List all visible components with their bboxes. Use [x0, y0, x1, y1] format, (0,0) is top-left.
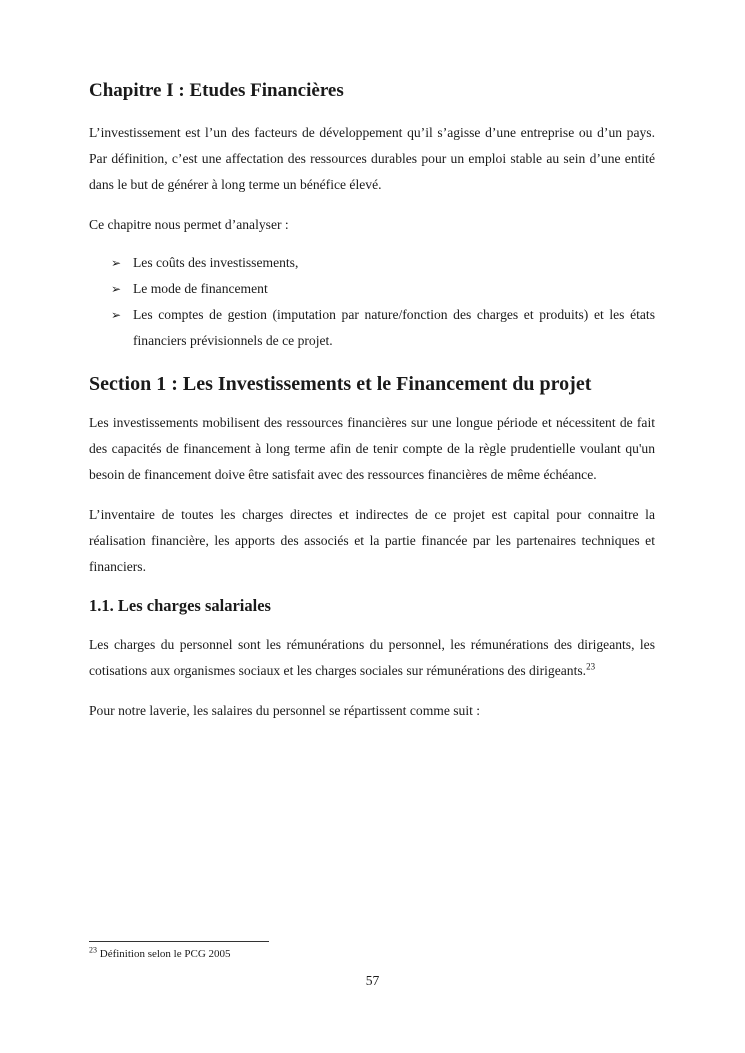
intro-lead: Ce chapitre nous permet d’analyser : — [89, 217, 289, 232]
footnote-number: 23 — [89, 945, 97, 955]
footnote-divider — [89, 941, 269, 942]
arrow-bullet-icon: ➢ — [111, 282, 122, 296]
list-item-text: Les coûts des investissements, — [133, 255, 299, 270]
footnote — [89, 946, 231, 962]
subsection-paragraph: Pour notre laverie, les salaires du personnel se répartissent comme suit : — [89, 703, 481, 718]
page-body — [89, 78, 655, 738]
list-item — [111, 250, 655, 276]
list-item-text: Le mode de financement — [133, 281, 268, 296]
section-paragraph: Les investissements mobilisent des ressources financières sur une longue période et nécessitent de fait des capacités de financement à long terme afin de tenir compte de la règle prudentielle voulant qu'un besoin de financement doive être satisfait avec des ressources financières de même échéance. — [89, 415, 655, 482]
list-item — [111, 276, 655, 302]
footnote-reference: 23 — [586, 661, 596, 672]
arrow-bullet-icon: ➢ — [111, 256, 122, 270]
subsection-title: 1.1. Les charges salariales — [89, 596, 271, 615]
intro-paragraph: L’investissement est l’un des facteurs de développement qu’il s’agisse d’une entreprise ou d’un pays. Par définition, c’est une affectation des ressources durables pour un emploi stable au sein d’une entité dans le but de générer à long terme un bénéfice élevé. — [89, 125, 655, 192]
list-item-text: Les comptes de gestion (imputation par nature/fonction des charges et produits) et les états financiers prévisionnels de ce projet. — [133, 307, 655, 348]
bullet-list — [89, 250, 655, 354]
page-number: 57 — [365, 973, 380, 988]
section-title: Section 1 : Les Investissements et le Financement du projet — [89, 373, 592, 395]
arrow-bullet-icon: ➢ — [111, 308, 122, 322]
section-paragraph: L’inventaire de toutes les charges directes et indirectes de ce projet est capital pour connaitre la réalisation financière, les apports des associés et la partie financée par les partenaires techniques et financiers. — [89, 507, 655, 574]
subsection-paragraph — [89, 632, 655, 684]
list-item — [111, 302, 655, 354]
footnote-text: Définition selon le PCG 2005 — [99, 948, 231, 960]
chapter-title: Chapitre I : Etudes Financières — [89, 80, 344, 101]
subsection-paragraph-text: Les charges du personnel sont les rémunérations du personnel, les rémunérations des dirigeants, les cotisations aux organismes sociaux et les charges sociales sur rémunérations des dirigeants. — [89, 637, 655, 678]
